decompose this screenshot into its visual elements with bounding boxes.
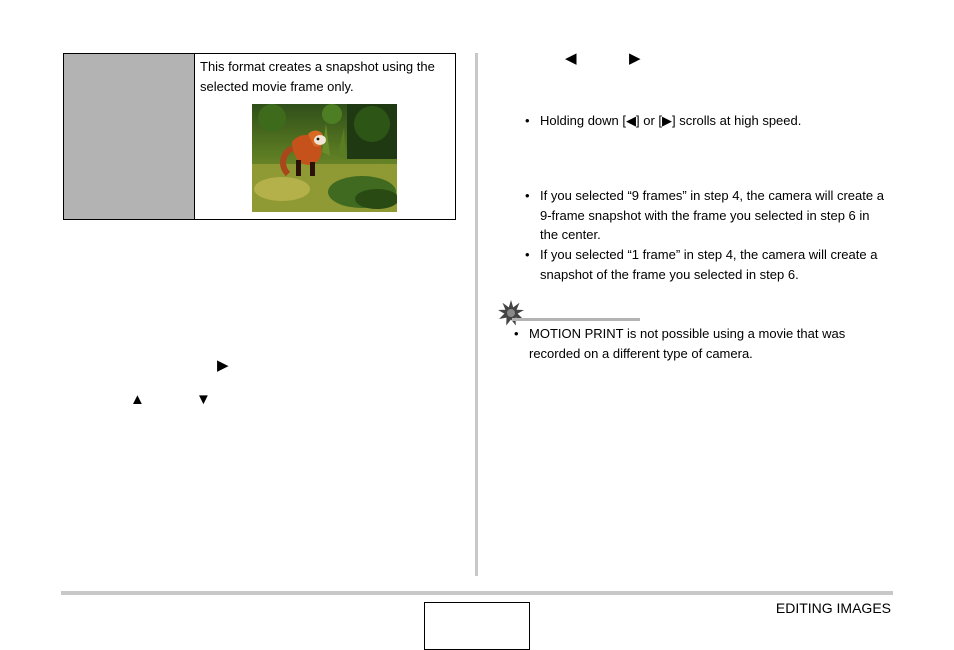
format-description-cell bbox=[195, 54, 455, 219]
right-arrow-icon: ▶ bbox=[217, 357, 229, 374]
bullet-dot: • bbox=[525, 247, 530, 262]
footer-rule bbox=[61, 591, 893, 595]
page-number-box bbox=[424, 602, 530, 650]
format-label-cell bbox=[64, 54, 195, 219]
section-label: EDITING IMAGES bbox=[775, 600, 891, 616]
left-arrow-icon: ◀ bbox=[565, 50, 577, 67]
bullet-text: If you selected “9 frames” in step 4, the camera will create a 9-frame snapshot with the frame you selected in step 6 in the center. bbox=[540, 188, 884, 242]
note-rule bbox=[512, 318, 640, 321]
note-block bbox=[498, 300, 891, 370]
note-item bbox=[514, 324, 874, 364]
right-arrow-icon: ▶ bbox=[629, 50, 641, 67]
note-text: MOTION PRINT is not possible using a movie that was recorded on a different type of camera. bbox=[529, 326, 846, 361]
column-divider bbox=[475, 53, 478, 576]
snapshot-photo bbox=[252, 104, 397, 212]
format-table bbox=[63, 53, 456, 220]
down-arrow-icon: ▼ bbox=[196, 391, 211, 408]
up-arrow-icon: ▲ bbox=[130, 391, 145, 408]
list-item bbox=[525, 245, 891, 284]
list-item bbox=[525, 111, 891, 131]
bullet-text: Holding down [◀] or [▶] scrolls at high speed. bbox=[540, 113, 802, 128]
red-panda-photo bbox=[252, 104, 397, 212]
bullet-dot: • bbox=[525, 113, 530, 128]
bullet-dot: • bbox=[525, 188, 530, 203]
bullet-dot: • bbox=[514, 326, 519, 341]
format-description: This format creates a snapshot using the selected movie frame only. bbox=[200, 59, 435, 94]
bullet-text: If you selected “1 frame” in step 4, the camera will create a snapshot of the frame you selected in step 6. bbox=[540, 247, 878, 282]
list-item bbox=[525, 186, 891, 245]
starburst-icon bbox=[498, 300, 524, 326]
